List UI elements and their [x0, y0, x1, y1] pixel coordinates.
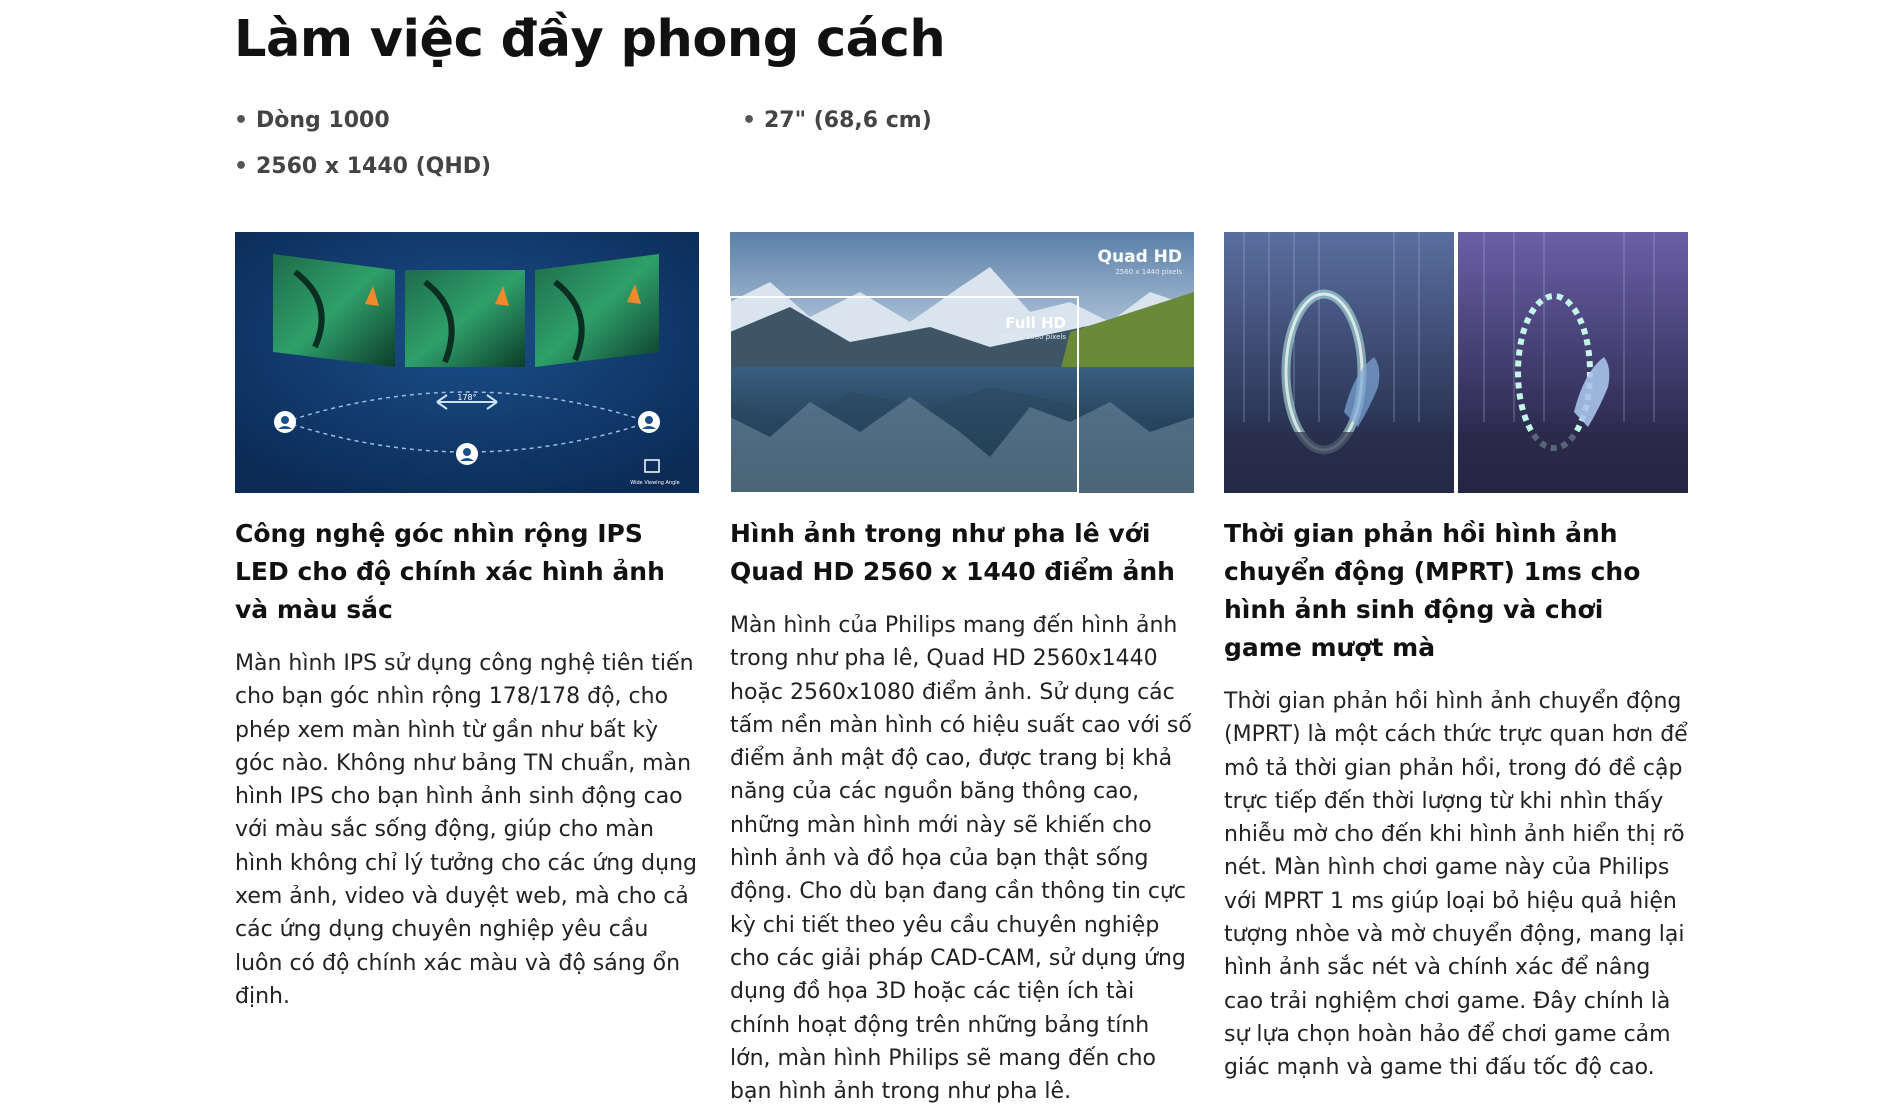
- page-title: Làm việc đầy phong cách: [234, 10, 946, 69]
- fhd-label: Full HD: [1005, 314, 1066, 332]
- quad-hd-mountain-lake-image: [730, 232, 1194, 493]
- mprt-motion-comparison-image: [1224, 232, 1688, 493]
- feature-description: Thời gian phản hồi hình ảnh chuyển động (MPRT) là một cách thức trực quan hơn để mô tả thời gian phản hồi, trong đó đề cập trực tiếp đến thời lượng từ khi nhìn thấy nhiễu mờ cho đến khi hình ảnh hiển thị rõ nét. Màn hình chơi game này của Philips với MPRT 1 ms giúp loại bỏ hiệu quả hiện tượng nhòe và mờ chuyển động, mang lại hình ảnh sắc nét và chính xác để nâng cao trải nghiệm chơi game. Đây chính là sự lựa chọn hoàn hảo để chơi game cảm giác mạnh và game thi đấu tốc độ cao.: [1224, 689, 1688, 1081]
- viewer-left-icon: [274, 411, 296, 433]
- feature-title: Hình ảnh trong như pha lê với Quad HD 2560 x 1440 điểm ảnh: [730, 519, 1175, 586]
- feature-title: Công nghệ góc nhìn rộng IPS LED cho độ chính xác hình ảnh và màu sắc: [235, 519, 665, 624]
- viewer-center-icon: [456, 443, 478, 465]
- qhd-sublabel: 2560 x 1440 pixels: [1115, 268, 1182, 276]
- angle-label: 178°: [457, 393, 477, 402]
- feature-title: Thời gian phản hồi hình ảnh chuyển động (MPRT) 1ms cho hình ảnh sinh động và chơi game mượt mà: [1224, 519, 1641, 662]
- spec-list: [234, 108, 1034, 208]
- feature-card-quad-hd: [730, 232, 1194, 1108]
- spec-item-series: • Dòng 1000: [234, 108, 390, 133]
- fhd-sublabel: 1920 x 1080 pixels: [999, 333, 1066, 341]
- ips-wide-viewing-angle-image: [235, 232, 699, 493]
- spec-item-resolution: • 2560 x 1440 (QHD): [234, 154, 491, 179]
- feature-card-mprt: [1224, 232, 1688, 1085]
- feature-description: Màn hình của Philips mang đến hình ảnh trong như pha lê, Quad HD 2560x1440 hoặc 2560x1080 điểm ảnh. Sử dụng các tấm nền màn hình có hiệu suất cao với số điểm ảnh mật độ cao, được trang bị khả năng của các nguồn băng thông cao, những màn hình mới này sẽ khiến cho hình ảnh và đồ họa của bạn thật sống động. Cho dù bạn đang cần thông tin cực kỳ chi tiết theo yêu cầu chuyên nghiệp cho các giải pháp CAD-CAM, sử dụng ứng dụng đồ họa 3D hoặc các tiện ích tài chính hoạt động trên những bảng tính lớn, màn hình Philips sẽ mang đến cho bạn hình ảnh trong như pha lê.: [730, 613, 1192, 1105]
- feature-description: Màn hình IPS sử dụng công nghệ tiên tiến cho bạn góc nhìn rộng 178/178 độ, cho phép xem màn hình từ gần như bất kỳ góc nào. Không như bảng TN chuẩn, màn hình IPS cho bạn hình ảnh sinh động cao với màu sắc sống động, giúp cho màn hình không chỉ lý tưởng cho các ứng dụng xem ảnh, video và duyệt web, mà cho cả các ứng dụng chuyên nghiệp yêu cầu luôn có độ chính xác màu và độ sáng ổn định.: [235, 651, 697, 1009]
- qhd-label: Quad HD: [1097, 247, 1182, 267]
- spec-item-size: • 27" (68,6 cm): [742, 108, 932, 133]
- feature-card-ips: [235, 232, 699, 1013]
- wide-angle-badge: Wide Viewing Angle: [630, 480, 680, 486]
- viewer-right-icon: [638, 411, 660, 433]
